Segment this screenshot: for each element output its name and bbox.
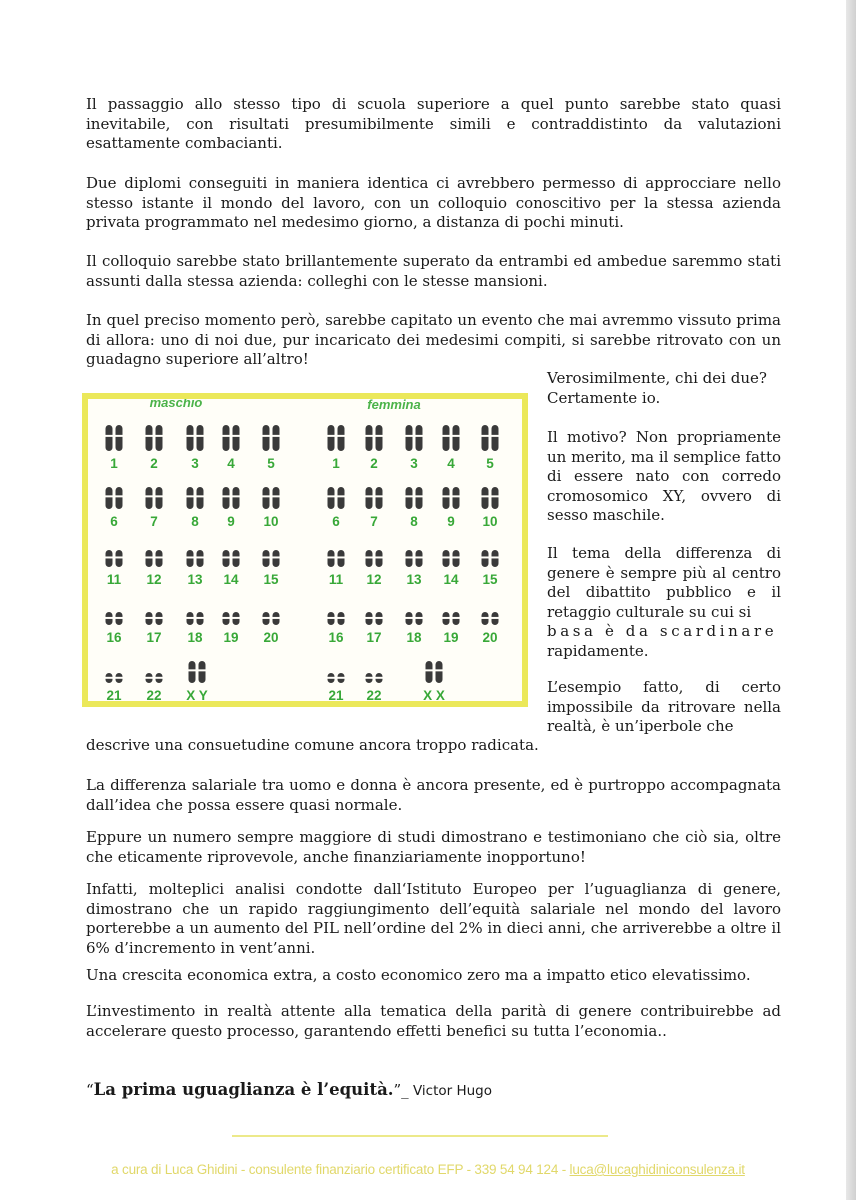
- side-paragraph-3c: rapidamente.: [547, 641, 649, 660]
- male-chromosome-11: [106, 550, 123, 567]
- female-chromosome-12: [366, 550, 383, 567]
- female-chromosome-4: [443, 425, 460, 451]
- female-number-1: 1: [332, 456, 340, 471]
- male-label: maschio: [149, 399, 203, 410]
- female-chromosome-21: [328, 673, 345, 683]
- female-number-20: 20: [482, 630, 498, 645]
- male-chromosome-13: [187, 550, 204, 567]
- female-chromosome-14: [443, 550, 460, 567]
- quote-open: “: [86, 1081, 94, 1099]
- male-chromosome-15: [263, 550, 280, 567]
- male-chromosome-2: [146, 425, 163, 451]
- paragraph-4: In quel preciso momento però, sarebbe capitato un evento che mai avremmo vissuto prima di allora: uno di noi due, pur incaricato dei medesimi compiti, si sarebbe ritrovato con un guadagno superiore all’altro!: [86, 311, 781, 368]
- quote-close: ”_: [393, 1081, 409, 1099]
- footer: [0, 1162, 856, 1177]
- male-number-15: 15: [263, 572, 279, 587]
- male-number-20: 20: [263, 630, 279, 645]
- female-number-7: 7: [370, 514, 378, 529]
- male-chromosome-17: [146, 612, 163, 625]
- male-number-22: 22: [146, 688, 162, 701]
- female-number-19: 19: [443, 630, 459, 645]
- side-paragraph-1: Verosimilmente, chi dei due? Certamente io.: [547, 369, 767, 407]
- male-chromosome-1: [106, 425, 123, 451]
- male-number-11: 11: [106, 572, 122, 587]
- female-number-10: 10: [482, 514, 498, 529]
- side-paragraph-4: L’esempio fatto, di certo impossibile da ritrovare nella realtà, è un’iperbole che: [547, 678, 781, 735]
- male-number-18: 18: [187, 630, 203, 645]
- male-chromosome-xy: [189, 661, 206, 683]
- female-label: femmina: [367, 399, 421, 412]
- female-chromosome-10: [482, 487, 499, 509]
- male-number-7: 7: [150, 514, 158, 529]
- female-number-11: 11: [328, 572, 344, 587]
- female-chromosome-5: [482, 425, 499, 451]
- female-chromosome-16: [328, 612, 345, 625]
- female-number-8: 8: [410, 514, 418, 529]
- paragraph-2: Due diplomi conseguiti in maniera identica ci avrebbero permesso di approcciare nello stesso istante il mondo del lavoro, con un colloquio conoscitivo per la stessa azienda privata programmato nel medesimo giorno, a distanza di pochi minuti.: [86, 174, 781, 231]
- male-number-4: 4: [227, 456, 235, 471]
- female-number-15: 15: [482, 572, 498, 587]
- female-chromosome-18: [406, 612, 423, 625]
- male-number-17: 17: [146, 630, 162, 645]
- male-chromosome-5: [263, 425, 280, 451]
- male-number-1: 1: [110, 456, 118, 471]
- paragraph-3: Il colloquio sarebbe stato brillantemente superato da entrambi ed ambedue saremmo stati assunti dalla stessa azienda: colleghi con le stesse mansioni.: [86, 252, 781, 290]
- female-number-12: 12: [366, 572, 382, 587]
- male-chromosome-10: [263, 487, 280, 509]
- male-chromosome-4: [223, 425, 240, 451]
- paragraph-1: Il passaggio allo stesso tipo di scuola superiore a quel punto sarebbe stato quasi inevitabile, con risultati presumibilmente simili e contraddistinto da valutazioni esattamente combacianti.: [86, 95, 781, 152]
- male-number-10: 10: [263, 514, 279, 529]
- male-number-5: 5: [267, 456, 275, 471]
- male-number-6: 6: [110, 514, 118, 529]
- side-paragraph-3b: basa è da scardinare: [547, 622, 778, 640]
- female-chromosome-2: [366, 425, 383, 451]
- paragraph-7: Infatti, molteplici analisi condotte dall‘Istituto Europeo per l’uguaglianza di genere, dimostrano che un rapido raggiungimento dell’equità salariale nel mondo del lavoro porterebbe a un aumento del PIL nell’ordine del 2% in dieci anni, che arriverebbe a oltre il 6% d’incremento in vent’anni.: [86, 880, 781, 957]
- female-chromosome-11: [328, 550, 345, 567]
- female-chromosome-22: [366, 673, 383, 683]
- male-number-21: 21: [106, 688, 122, 701]
- quote-text: La prima uguaglianza è l’equità.: [93, 1080, 394, 1099]
- female-chromosome-7: [366, 487, 383, 509]
- male-number-16: 16: [106, 630, 122, 645]
- closing-quote: [86, 1080, 492, 1099]
- male-chromosome-21: [106, 673, 123, 683]
- female-chromosome-13: [406, 550, 423, 567]
- male-number-12: 12: [146, 572, 162, 587]
- side-paragraph-3: [547, 544, 781, 661]
- footer-email-link[interactable]: luca@lucaghidiniconsulenza.it: [569, 1162, 745, 1177]
- female-number-3: 3: [410, 456, 418, 471]
- female-chromosome-15: [482, 550, 499, 567]
- side-paragraph-2: Il motivo? Non propriamente un merito, ma il semplice fatto di essere nato con corredo cromosomico XY, ovvero di sesso maschile.: [547, 428, 781, 524]
- male-number-9: 9: [227, 514, 235, 529]
- female-chromosome-9: [443, 487, 460, 509]
- male-number-14: 14: [223, 572, 239, 587]
- paragraph-8: Una crescita economica extra, a costo economico zero ma a impatto etico elevatissimo.: [86, 966, 751, 984]
- male-number-19: 19: [223, 630, 239, 645]
- female-chromosome-19: [443, 612, 460, 625]
- female-number-9: 9: [447, 514, 455, 529]
- female-number-5: 5: [486, 456, 494, 471]
- male-chromosome-18: [187, 612, 204, 625]
- female-number-4: 4: [447, 456, 455, 471]
- footer-divider: [232, 1135, 608, 1137]
- female-number-17: 17: [366, 630, 382, 645]
- female-number-16: 16: [328, 630, 344, 645]
- female-number-6: 6: [332, 514, 340, 529]
- male-chromosome-14: [223, 550, 240, 567]
- female-number-13: 13: [406, 572, 422, 587]
- female-number-21: 21: [328, 688, 344, 701]
- male-number-2: 2: [150, 456, 158, 471]
- female-number-14: 14: [443, 572, 459, 587]
- page-edge: [846, 0, 856, 1200]
- male-number-3: 3: [191, 456, 199, 471]
- male-chromosome-19: [223, 612, 240, 625]
- paragraph-6: Eppure un numero sempre maggiore di studi dimostrano e testimoniano che ciò sia, oltre che eticamente riprovevole, anche finanziariamente inopportuno!: [86, 828, 781, 866]
- paragraph-5: La differenza salariale tra uomo e donna è ancora presente, ed è purtroppo accompagnata dall’idea che possa essere quasi normale.: [86, 776, 781, 814]
- footer-text: a cura di Luca Ghidini - consulente finanziario certificato EFP - 339 54 94 124 -: [111, 1162, 570, 1177]
- female-number-xx: X X: [423, 688, 445, 701]
- female-chromosome-17: [366, 612, 383, 625]
- karyotype-figure: [82, 393, 528, 707]
- male-chromosome-16: [106, 612, 123, 625]
- female-number-22: 22: [366, 688, 382, 701]
- paragraph-9: L’investimento in realtà attente alla tematica della parità di genere contribuirebbe ad accelerare questo processo, garantendo effetti benefici su tutta l’economia..: [86, 1002, 781, 1040]
- male-chromosome-8: [187, 487, 204, 509]
- female-chromosome-6: [328, 487, 345, 509]
- male-chromosome-3: [187, 425, 204, 451]
- quote-author: Victor Hugo: [408, 1083, 493, 1099]
- male-chromosome-6: [106, 487, 123, 509]
- male-chromosome-22: [146, 673, 163, 683]
- female-number-18: 18: [406, 630, 422, 645]
- female-chromosome-xx: [426, 661, 443, 683]
- male-number-13: 13: [187, 572, 203, 587]
- female-chromosome-8: [406, 487, 423, 509]
- karyotype-chart: [88, 399, 522, 701]
- male-chromosome-12: [146, 550, 163, 567]
- male-chromosome-20: [263, 612, 280, 625]
- male-number-xy: X Y: [186, 688, 208, 701]
- male-number-8: 8: [191, 514, 199, 529]
- male-chromosome-9: [223, 487, 240, 509]
- female-chromosome-1: [328, 425, 345, 451]
- side-paragraph-tail: descrive una consuetudine comune ancora troppo radicata.: [86, 736, 539, 754]
- female-chromosome-20: [482, 612, 499, 625]
- male-chromosome-7: [146, 487, 163, 509]
- female-chromosome-3: [406, 425, 423, 451]
- female-number-2: 2: [370, 456, 378, 471]
- side-paragraph-3a: Il tema della differenza di genere è sempre più al centro del dibattito pubblico e il retaggio culturale su cui si: [547, 544, 781, 621]
